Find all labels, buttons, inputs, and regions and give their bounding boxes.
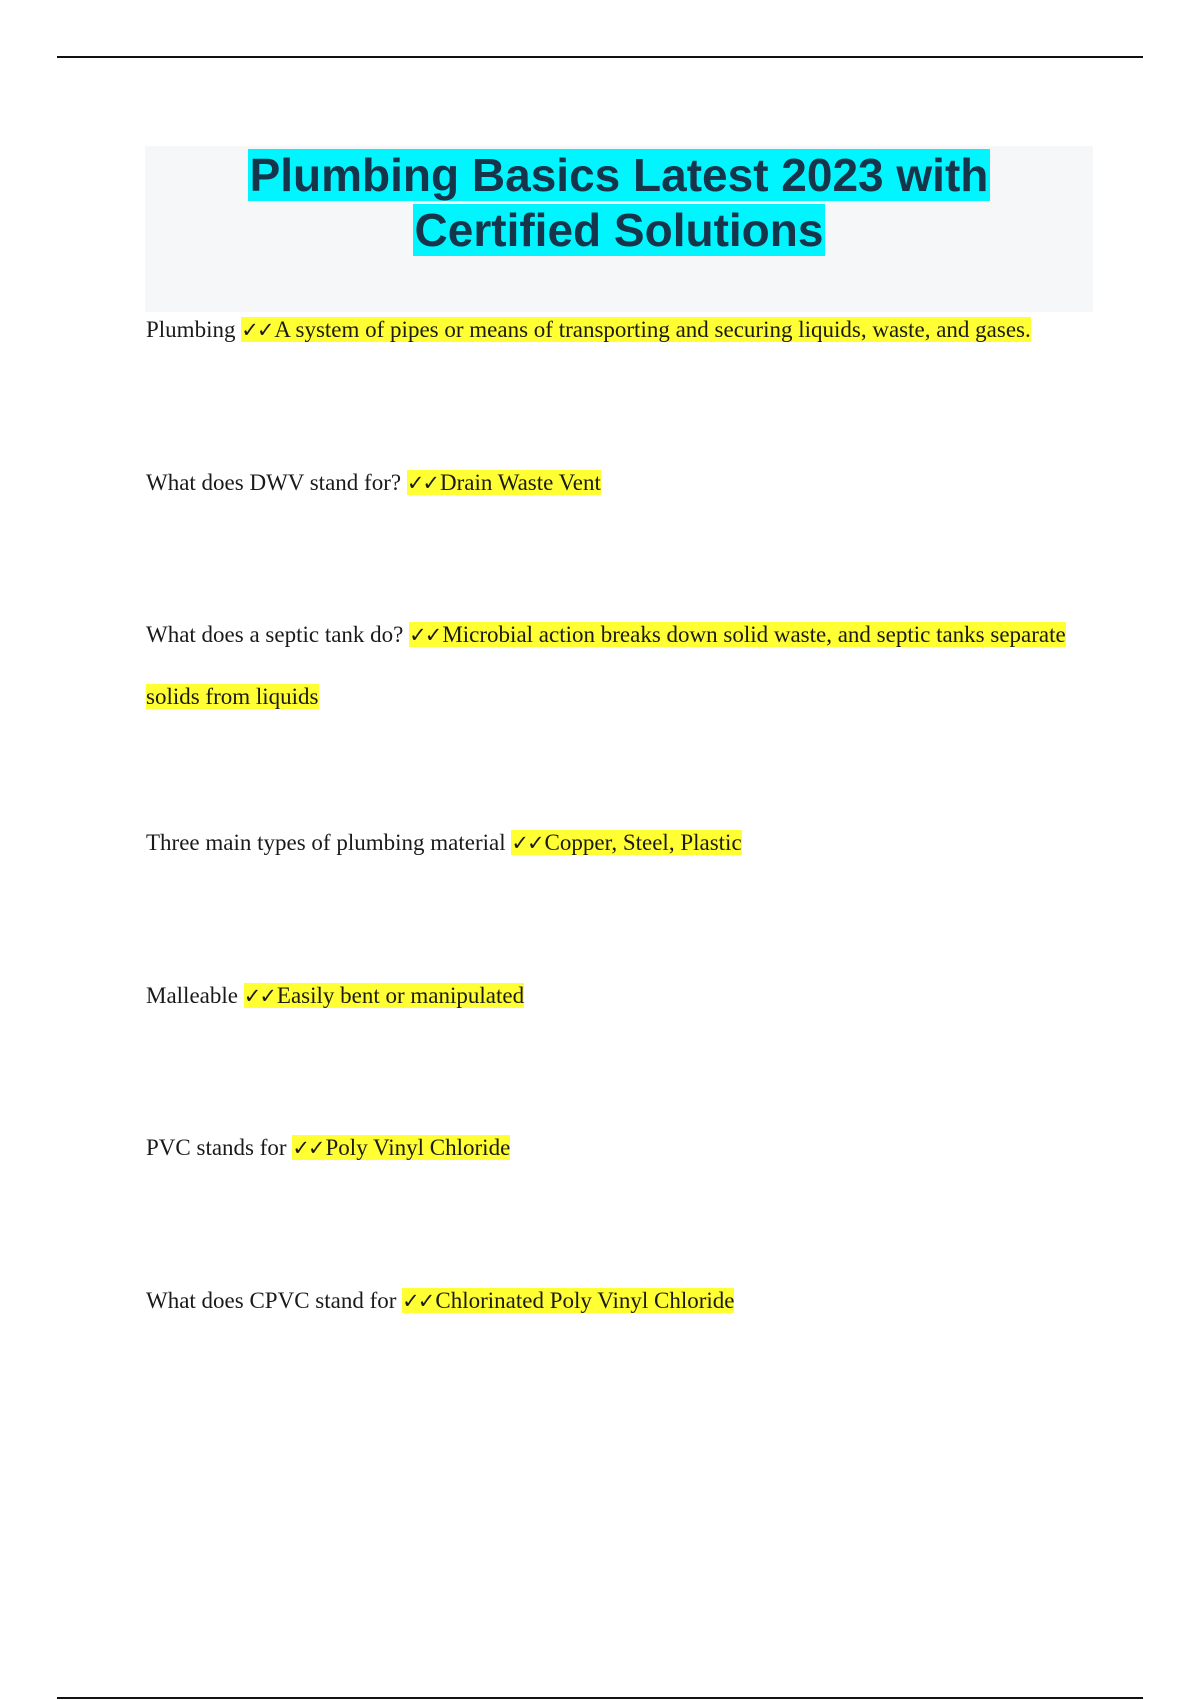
qa-item-malleable: [146, 965, 1086, 1027]
double-check-icon: ✓✓: [402, 1289, 434, 1313]
title-box: [145, 146, 1093, 312]
question-text: What does a septic tank do?: [146, 622, 404, 647]
title-line-2: Certified Solutions: [414, 204, 824, 256]
double-check-icon: ✓✓: [406, 471, 439, 495]
top-rule: [57, 56, 1143, 58]
question-text: What does DWV stand for?: [146, 470, 402, 495]
qa-item-septic-tank: [146, 604, 1086, 727]
qa-item-dwv: [146, 452, 1086, 514]
question-text: Three main types of plumbing material: [146, 830, 506, 855]
answer-text: ✓✓Drain Waste Vent: [406, 470, 601, 495]
question-text: What does CPVC stand for: [146, 1288, 397, 1313]
bottom-rule: [57, 1697, 1143, 1699]
answer-text: ✓✓Copper, Steel, Plastic: [511, 830, 742, 855]
document-title: [145, 146, 1093, 258]
answer-text: ✓✓Chlorinated Poly Vinyl Chloride: [402, 1288, 735, 1313]
double-check-icon: ✓✓: [243, 984, 275, 1008]
double-check-icon: ✓✓: [292, 1136, 324, 1160]
question-text: PVC stands for: [146, 1135, 287, 1160]
answer-text: ✓✓A system of pipes or means of transporting and securing liquids, waste, and gases.: [241, 317, 1031, 342]
double-check-icon: ✓✓: [409, 623, 441, 647]
answer-text: ✓✓Microbial action breaks down solid waste, and septic tanks separate solids from liquids: [146, 622, 1066, 709]
qa-item-materials: [146, 812, 1086, 874]
answer-text: ✓✓Poly Vinyl Chloride: [292, 1135, 511, 1160]
title-line-1: Plumbing Basics Latest 2023 with: [249, 149, 989, 201]
qa-item-plumbing: [146, 299, 1086, 361]
double-check-icon: ✓✓: [511, 831, 543, 855]
double-check-icon: ✓✓: [241, 318, 273, 342]
answer-text: ✓✓Easily bent or manipulated: [243, 983, 525, 1008]
question-text: Plumbing: [146, 317, 236, 342]
question-text: Malleable: [146, 983, 238, 1008]
qa-item-pvc: [146, 1117, 1086, 1179]
qa-item-cpvc: [146, 1270, 1086, 1332]
